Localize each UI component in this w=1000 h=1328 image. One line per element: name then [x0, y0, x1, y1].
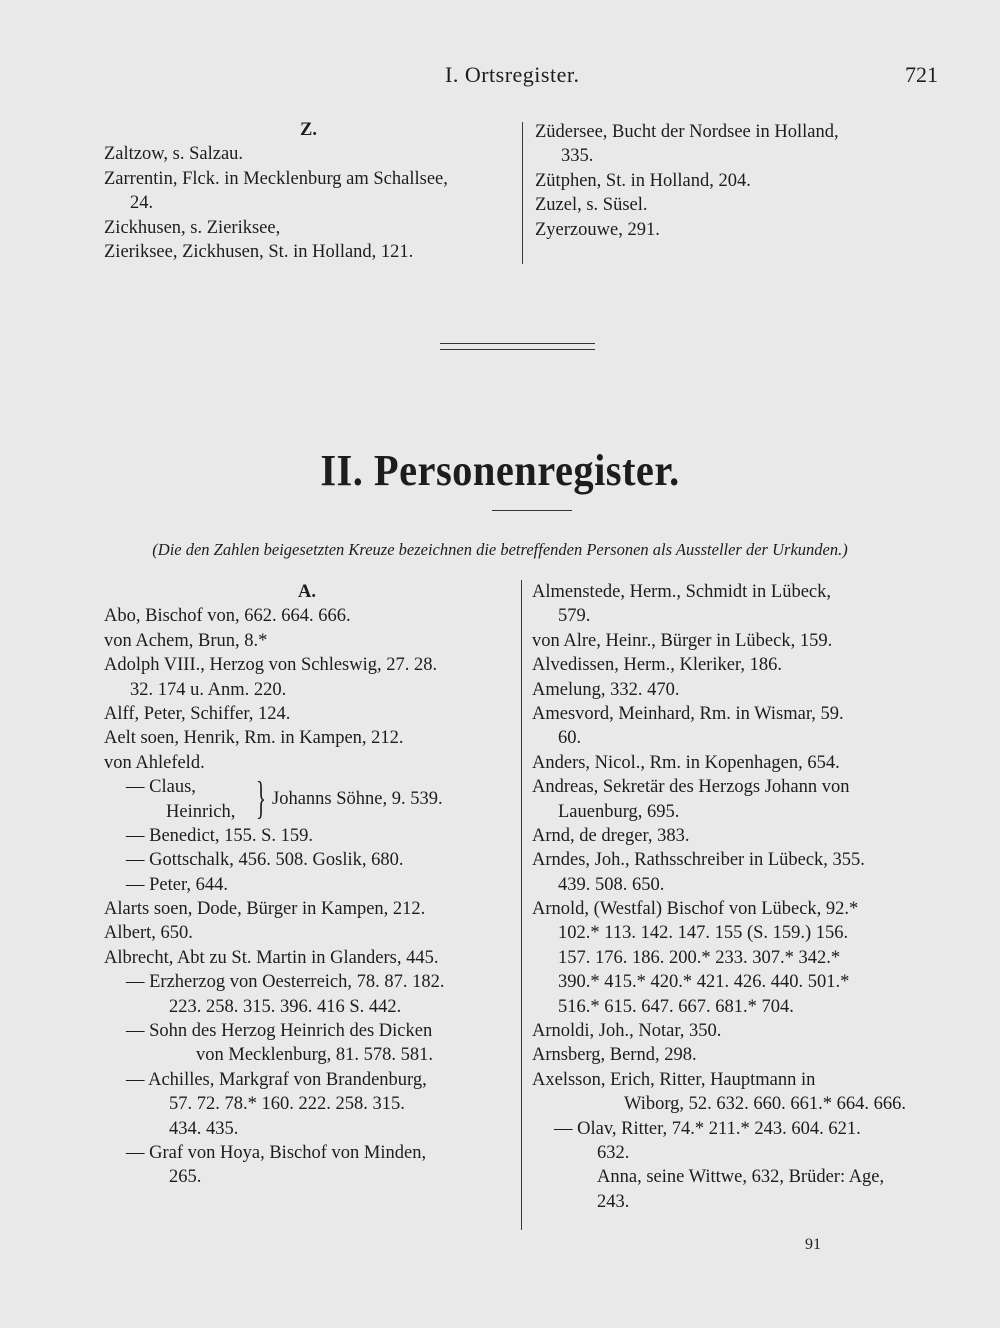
index-entry: Amelung, 332. 470.: [532, 679, 680, 700]
brace-group: [104, 772, 514, 824]
short-rule: [492, 510, 572, 511]
section-note: (Die den Zahlen beigesetzten Kreuze bezeichnen die betreffenden Personen als Aussteller der Urkunden.): [152, 540, 848, 559]
index-entry-sub: — Peter, 644.: [126, 874, 229, 895]
brace-name: Heinrich,: [166, 801, 236, 822]
index-entry: Alvedissen, Herm., Kleriker, 186.: [532, 655, 782, 676]
index-entry: Axelsson, Erich, Ritter, Hauptmann in: [532, 1069, 816, 1090]
index-entry: Almenstede, Herm., Schmidt in Lübeck,: [532, 582, 832, 602]
index-entry: Züdersee, Bucht der Nordsee in Holland,: [535, 122, 839, 142]
index-entry: Zarrentin, Flck. in Mecklenburg am Schallsee,: [104, 168, 448, 189]
index-entry: Arndes, Joh., Rathsschreiber in Lübeck, 355.: [532, 850, 865, 871]
index-entry-continuation: 579.: [558, 606, 591, 627]
index-entry: von Achem, Brun, 8.*: [104, 630, 268, 651]
brace-name: — Claus,: [126, 777, 196, 798]
index-entry-continuation: 32. 174 u. Anm. 220.: [130, 679, 287, 700]
index-entry: Abo, Bischof von, 662. 664. 666.: [104, 606, 351, 627]
index-entry: Albert, 650.: [104, 923, 193, 944]
index-entry-sub: — Graf von Hoya, Bischof von Minden,: [126, 1143, 427, 1163]
index-entry: Zickhusen, s. Zieriksee,: [104, 217, 281, 238]
index-entry: Zaltzow, s. Salzau.: [104, 144, 244, 165]
index-entry-sub: Anna, seine Wittwe, 632, Brüder: Age,: [597, 1167, 885, 1188]
running-head: [0, 62, 1000, 92]
index-entry-continuation: 24.: [130, 193, 154, 214]
index-entry-sub: — Olav, Ritter, 74.* 211.* 243. 604. 621.: [554, 1118, 861, 1139]
index-entry-continuation: von Mecklenburg, 81. 578. 581.: [196, 1045, 434, 1066]
index-entry: Albrecht, Abt zu St. Martin in Glanders, 445.: [104, 947, 439, 968]
index-entry-continuation: 57. 72. 78.* 160. 222. 258. 315.: [169, 1094, 405, 1115]
personenregister-right-column: [532, 580, 942, 1214]
ortsregister-z-left-column: [104, 118, 512, 264]
index-entry: Anders, Nicol., Rm. in Kopenhagen, 654.: [532, 752, 840, 773]
index-entry: Alff, Peter, Schiffer, 124.: [104, 703, 291, 724]
index-entry-sub: — Sohn des Herzog Heinrich des Dicken: [126, 1021, 433, 1042]
running-head-title: I. Ortsregister.: [445, 62, 580, 87]
index-entry-continuation: 632.: [597, 1142, 630, 1163]
section-title: II. Personenregister.: [320, 446, 680, 495]
letter-heading: A.: [298, 582, 316, 602]
column-divider: [521, 580, 522, 1230]
personenregister-left-column: [104, 580, 514, 1190]
index-entry-continuation: 439. 508. 650.: [558, 874, 665, 895]
index-entry-continuation: 157. 176. 186. 200.* 233. 307.* 342.*: [558, 947, 841, 968]
index-entry: von Ahlefeld.: [104, 752, 205, 773]
index-entry: Zütphen, St. in Holland, 204.: [535, 170, 751, 191]
index-entry: Arnsberg, Bernd, 298.: [532, 1045, 697, 1066]
index-entry-continuation: 390.* 415.* 420.* 421. 426. 440. 501.*: [558, 972, 850, 993]
index-entry-continuation: 243.: [597, 1191, 630, 1212]
ortsregister-z-right-column: [535, 120, 945, 242]
index-entry: Amesvord, Meinhard, Rm. in Wismar, 59.: [532, 703, 844, 724]
index-entry: Alarts soen, Dode, Bürger in Kampen, 212.: [104, 899, 426, 920]
index-entry-continuation: 102.* 113. 142. 147. 155 (S. 159.) 156.: [558, 923, 849, 944]
index-entry-continuation: 60.: [558, 728, 582, 749]
index-entry: von Alre, Heinr., Bürger in Lübeck, 159.: [532, 630, 833, 651]
index-entry: Arnoldi, Joh., Notar, 350.: [532, 1021, 722, 1042]
index-entry-continuation: Wiborg, 52. 632. 660. 661.* 664. 666.: [624, 1094, 907, 1115]
index-entry-sub: — Achilles, Markgraf von Brandenburg,: [126, 1069, 427, 1090]
index-entry-sub: — Erzherzog von Oesterreich, 78. 87. 182.: [126, 972, 445, 993]
index-entry-continuation: 516.* 615. 647. 667. 681.* 704.: [558, 996, 794, 1017]
letter-heading: Z.: [300, 120, 317, 140]
index-entry: Andreas, Sekretär des Herzogs Johann von: [532, 777, 850, 798]
index-entry-continuation: 434. 435.: [169, 1118, 239, 1139]
double-rule-divider: [440, 343, 595, 350]
brace-names: [126, 775, 235, 824]
index-entry: Zyerzouwe, 291.: [535, 219, 660, 240]
brace-text: Johanns Söhne, 9. 539.: [272, 789, 443, 810]
index-entry-sub: — Benedict, 155. S. 159.: [126, 825, 314, 846]
signature-mark: 91: [805, 1236, 821, 1253]
index-entry: Arnd, de dreger, 383.: [532, 825, 690, 846]
index-entry: Zieriksee, Zickhusen, St. in Holland, 121.: [104, 241, 414, 262]
index-entry-continuation: Lauenburg, 695.: [558, 801, 680, 822]
index-entry-continuation: 335.: [561, 146, 594, 167]
index-entry: Zuzel, s. Süsel.: [535, 195, 648, 216]
index-entry: Adolph VIII., Herzog von Schleswig, 27. 28.: [104, 655, 438, 676]
index-entry-continuation: 265.: [169, 1167, 202, 1188]
curly-brace-glyph: }: [256, 772, 266, 824]
index-entry: Aelt soen, Henrik, Rm. in Kampen, 212.: [104, 728, 404, 749]
index-entry: Arnold, (Westfal) Bischof von Lübeck, 92.*: [532, 899, 859, 920]
index-entry-continuation: 223. 258. 315. 396. 416 S. 442.: [169, 996, 402, 1017]
page-number: 721: [905, 62, 938, 87]
index-entry-sub: — Gottschalk, 456. 508. Goslik, 680.: [126, 850, 404, 871]
column-divider: [522, 122, 523, 264]
